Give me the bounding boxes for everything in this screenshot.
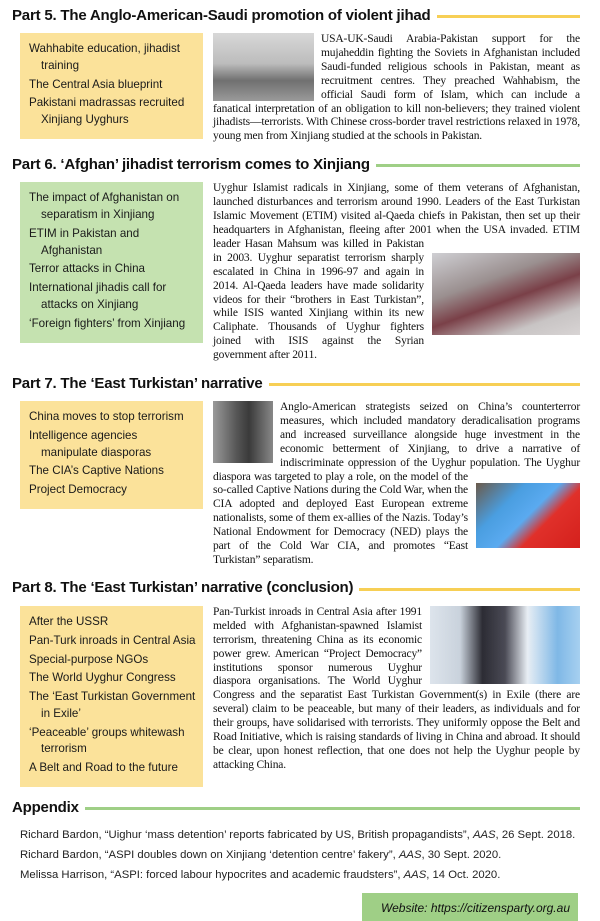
reference-source: AAS xyxy=(403,869,427,882)
part5-title: Part 5. The Anglo-American-Saudi promotion of violent jihad xyxy=(12,6,431,24)
part5-heading xyxy=(12,5,580,25)
appendix-title: Appendix xyxy=(12,798,79,816)
topic-item: ‘Foreign fighters’ from Xinjiang xyxy=(29,316,186,330)
east-turkistan-flag-map-image xyxy=(476,483,580,548)
part6-heading xyxy=(12,154,580,174)
topic-item: Wahhabite education, jihadist training xyxy=(29,42,181,72)
part8-heading xyxy=(12,578,580,598)
topic-item: Terror attacks in China xyxy=(29,262,145,276)
topic-item: International jihadis call for attacks on Xinjiang xyxy=(29,281,167,312)
part7-section xyxy=(0,373,600,578)
part8-topics-box xyxy=(20,606,203,787)
heading-rule xyxy=(376,164,580,167)
reference-item xyxy=(20,845,600,865)
heading-rule xyxy=(85,807,580,810)
topic-item: A Belt and Road to the future xyxy=(29,761,178,775)
reference-item xyxy=(20,865,600,885)
part6-section xyxy=(0,154,600,373)
topic-item: Intelligence agencies manipulate diasporas xyxy=(29,428,152,459)
part7-title: Part 7. The ‘East Turkistan’ narrative xyxy=(12,374,263,392)
terror-attack-cctv-photo xyxy=(432,253,580,335)
part7-heading xyxy=(12,373,580,393)
heading-rule xyxy=(437,15,580,18)
part8-title: Part 8. The ‘East Turkistan’ narrative (conclusion) xyxy=(12,579,354,597)
topic-item: The impact of Afghanistan on separatism in Xinjiang xyxy=(29,191,180,222)
reference-date: , 14 Oct. 2020. xyxy=(426,869,501,882)
part6-title: Part 6. ‘Afghan’ jihadist terrorism comes to Xinjiang xyxy=(12,155,370,173)
topic-item: Special-purpose NGOs xyxy=(29,652,149,666)
topic-item: The World Uyghur Congress xyxy=(29,671,176,685)
mujaheddin-photo xyxy=(213,33,314,101)
topic-item: Pakistani madrassas recruited Xinjiang Uyghurs xyxy=(29,96,185,127)
reference-text: Melissa Harrison, “ASPI: forced labour hypocrites and academic fraudsters”, xyxy=(20,869,404,882)
part8-body xyxy=(213,606,580,773)
part8-section xyxy=(0,578,600,797)
website-link[interactable]: Website: https://citizensparty.org.au xyxy=(362,893,578,921)
heading-rule xyxy=(269,383,580,386)
reference-text: Richard Bardon, “Uighur ‘mass detention’ reports fabricated by US, British propagandists”, xyxy=(20,829,473,842)
part6-topics-box xyxy=(20,182,203,342)
part5-topics-box xyxy=(20,33,203,139)
part5-section xyxy=(0,5,600,154)
topic-item: After the USSR xyxy=(29,614,109,628)
part5-text: USA-UK-Saudi Arabia-Pakistan support for the mujaheddin fighting the Soviets in Afghanistan included Saudi-funded religious schools in Pakistan, meant as recruitment centres. They preached Wahhabism, the official Saudi form of Islam, which can include a fanatical interpretation of an obligation to kill non-believers; they trained violent jihadists—terrorists. With Chinese cross-border travel restrictions relaxed in 1978, young men from Xinjiang studied at the schools in Pakistan. xyxy=(213,33,580,143)
megaphone-protester-photo xyxy=(430,606,580,684)
part7-body xyxy=(213,401,580,568)
topic-item: China moves to stop terrorism xyxy=(29,410,184,424)
part8-text: Pan-Turkist inroads in Central Asia after 1991 melded with Afghanistan-spawned Islamist terrorism, threatening China as its economic power grew. American “Project Democracy” institutions sponsor numerous Uyghur diaspora organisations. The World Uyghur Congress and the separatist East Turkistan Government(s) in Exile (there are several) claim to be peaceable, but many of their leaders, as individuals and for their groups, have solidarised with terrorists. They uniformly oppose the Belt and Road Initiative, which is raising standards of living in China and abroad. It should be clear, upon honest reflection, that one does not help the Uyghur people by attacking China. xyxy=(213,605,580,771)
topic-item: Project Democracy xyxy=(29,483,127,497)
part7-topics-box xyxy=(20,401,203,509)
part7-text: Anglo-American strategists seized on China’s counterterror measures, which included mandatory deradicalisation programs and increased surveillance alongside huge investment in the economic betterment of Xinjiang, to drive a narrative of indiscriminate oppression of the Uyghur population. The Uyghur diaspora was targeted to play a role, on the model of the so-called Captive Nations during the Cold War, when the CIA adopted and deployed East European extreme nationalists, some of them ex-allies of the Nazis. Today’s National Endowment for Democracy (NED) plays the part of the Cold War CIA, and promotes “East Turkistan” separatism. xyxy=(213,401,580,566)
appendix-heading xyxy=(12,797,580,817)
topic-item: The ‘East Turkistan Government in Exile’ xyxy=(29,690,196,720)
reference-source: AAS xyxy=(398,849,422,862)
reference-text: Richard Bardon, “ASPI doubles down on Xinjiang ‘detention centre’ fakery”, xyxy=(20,849,399,862)
topic-item: ETIM in Pakistan and Afghanistan xyxy=(29,226,140,257)
heading-rule xyxy=(359,588,580,591)
appendix-references xyxy=(20,825,600,885)
reference-item xyxy=(20,825,600,845)
nazi-collaborators-photo xyxy=(213,401,273,463)
topic-item: Pan-Turk inroads in Central Asia xyxy=(29,633,196,647)
part6-text: Uyghur Islamist radicals in Xinjiang, some of them veterans of Afghanistan, launched disturbances and terrorism around 1990. Leaders of the East Turkistan Islamic Movement (ETIM) visited al-Qaeda chiefs in Pakistan, then set up their headquarters in Afghanistan, fleeing after 2001 when the USA invaded. ETIM leader Hasan Mahsum was killed in Pakistan in 2003. Uyghur separatist terrorism sharply escalated in China in 1996-97 and again in 2014. Al-Qaeda leaders have made solidarity videos for their “brothers in East Turkistan”, while ISIS wanted Xinjiang within its new Caliphate. Thousands of Uyghur fighters joined with ISIS against the Syrian government after 2011. xyxy=(213,182,580,362)
topic-item: The CIA’s Captive Nations xyxy=(29,464,164,478)
reference-date: , 30 Sept. 2020. xyxy=(421,849,502,862)
part6-body xyxy=(213,182,580,363)
reference-date: , 26 Sept. 2018. xyxy=(495,829,576,842)
appendix-section xyxy=(0,797,600,921)
topic-item: The Central Asia blueprint xyxy=(29,77,163,91)
reference-source: AAS xyxy=(472,829,496,842)
part5-body xyxy=(213,33,580,144)
topic-item: ‘Peaceable’ groups whitewash terrorism xyxy=(29,725,185,756)
